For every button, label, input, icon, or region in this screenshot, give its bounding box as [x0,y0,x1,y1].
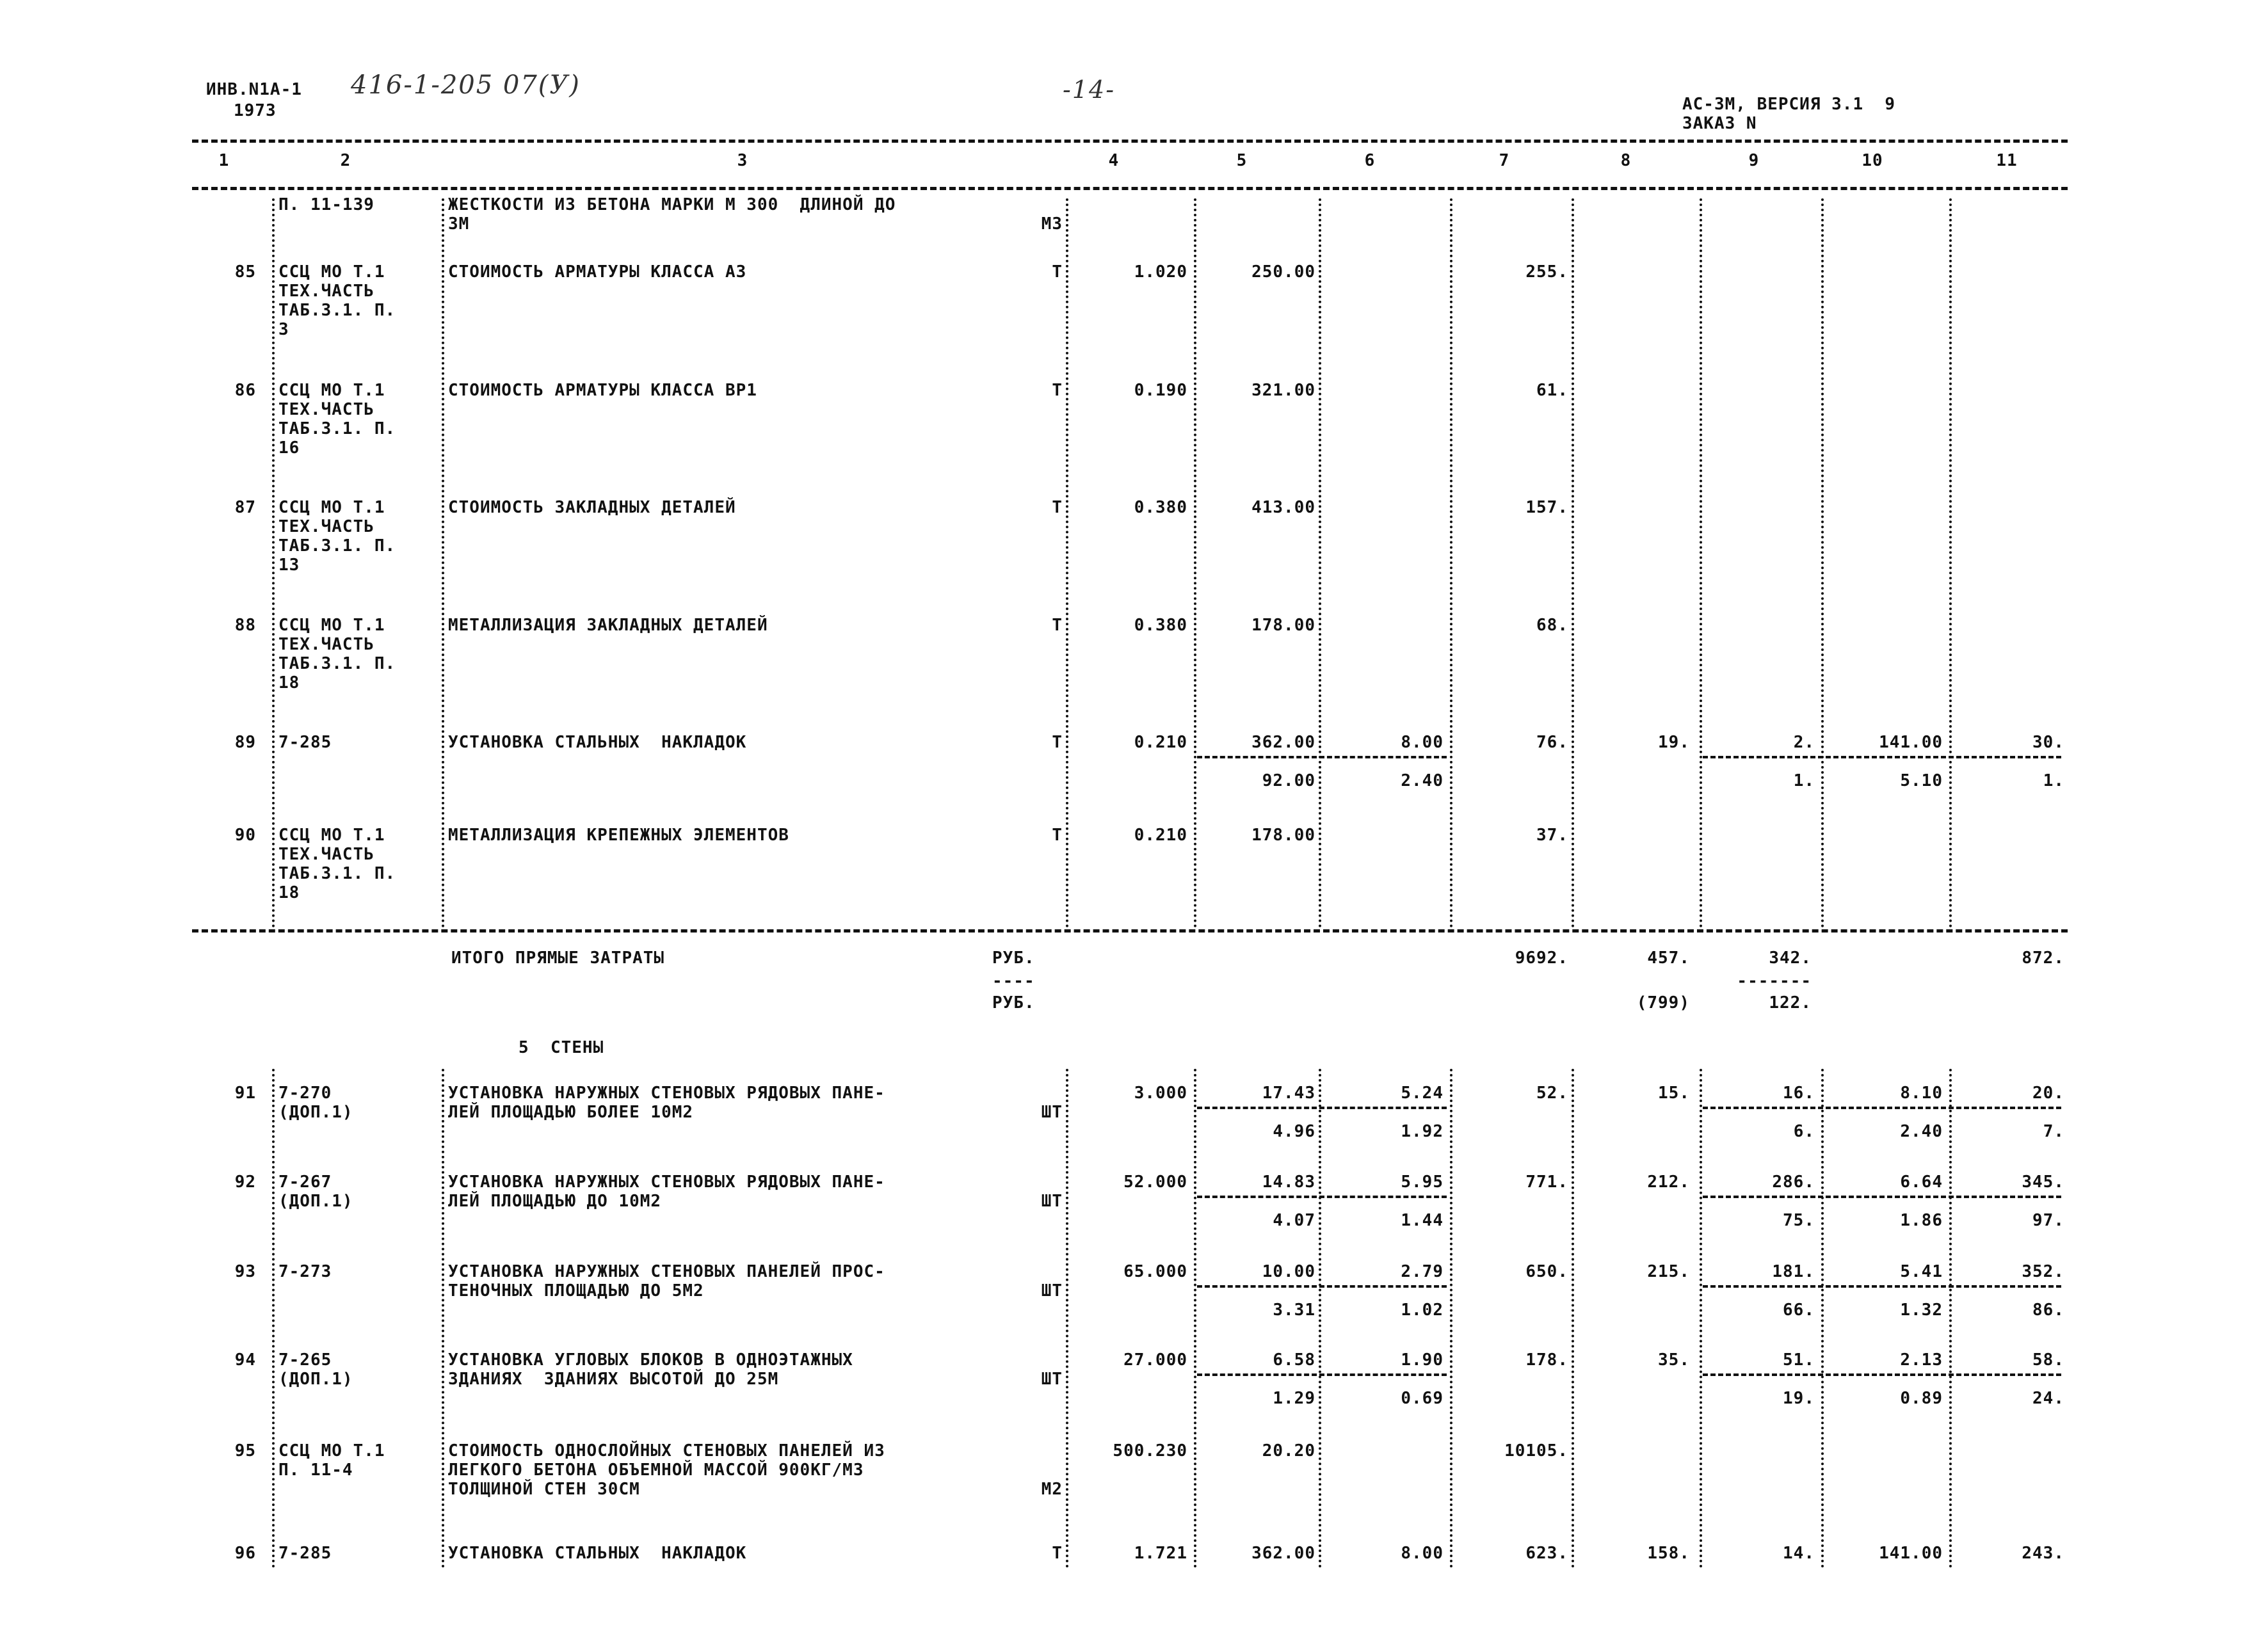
column-header: 2 [340,151,351,170]
cell-c9b: 75. [1783,1211,1815,1230]
column-header: 5 [1236,151,1248,170]
work-description: СТОИМОСТЬ АРМАТУРЫ КЛАССА ВР1 [448,381,757,400]
work-description: СТОИМОСТЬ ЗАКЛАДНЫХ ДЕТАЛЕЙ [448,498,736,517]
cell-c10: 5.41 [1900,1262,1943,1281]
cell-c10: 141.00 [1879,733,1943,752]
norm-code: ТЕХ.ЧАСТЬ [278,845,374,864]
cell-c10: 8.10 [1900,1084,1943,1103]
cell-c9b: 6. [1793,1122,1815,1141]
column-divider [442,198,444,928]
cell-c5: 362.00 [1251,1544,1315,1563]
cell-c5b: 4.07 [1273,1211,1315,1230]
work-description: ЗДАНИЯХ ЗДАНИЯХ ВЫСОТОЙ ДО 25М [448,1370,779,1389]
norm-code: 13 [278,556,300,575]
column-divider [1319,1069,1321,1568]
cell-c9: 2. [1793,733,1815,752]
cell-c10b: 1.86 [1900,1211,1943,1230]
column-divider [1700,198,1702,928]
unit-of-measure: ШТ [1041,1192,1063,1211]
totals-label: ИТОГО ПРЯМЫЕ ЗАТРАТЫ [451,949,665,968]
totals-unit: РУБ. [992,949,1035,968]
sub-row-divider [1197,756,1447,758]
cell-c7: 157. [1525,498,1568,517]
cell-c9: 286. [1772,1173,1815,1192]
section-title: 5 СТЕНЫ [519,1038,604,1057]
cell-c9b: 66. [1783,1301,1815,1320]
norm-code: ССЦ МО Т.1 [278,381,385,400]
norm-code: ТЕХ.ЧАСТЬ [278,517,374,536]
norm-code: 16 [278,438,300,458]
cell-c6b: 1.44 [1401,1211,1444,1230]
cell-c11: 352. [2022,1262,2064,1281]
cell-c5: 178.00 [1251,826,1315,845]
norm-code: ТЕХ.ЧАСТЬ [278,282,374,301]
column-divider [1700,1069,1702,1568]
norm-code: ССЦ МО Т.1 [278,262,385,282]
cell-c4: 0.380 [1134,498,1187,517]
column-divider [272,1069,275,1568]
column-divider [1821,1069,1824,1568]
cell-c8: 35. [1658,1350,1690,1370]
work-description: УСТАНОВКА УГЛОВЫХ БЛОКОВ В ОДНОЭТАЖНЫХ [448,1350,853,1370]
column-header: 1 [218,151,230,170]
cell-c6b: 1.02 [1401,1301,1444,1320]
work-description: УСТАНОВКА НАРУЖНЫХ СТЕНОВЫХ РЯДОВЫХ ПАНЕ- [448,1084,885,1103]
cell-c11b: 1. [2043,771,2064,790]
row-number: 96 [234,1544,256,1563]
cell-c6: 8.00 [1401,1544,1444,1563]
column-divider [1949,198,1952,928]
unit-of-measure: ШТ [1041,1281,1063,1301]
row-number: 85 [234,262,256,282]
cell-c7: 68. [1536,616,1568,635]
column-header: 10 [1862,151,1883,170]
cell-c8: 19. [1658,733,1690,752]
column-header: 6 [1364,151,1376,170]
work-description: ТОЛЩИНОЙ СТЕН 30СМ [448,1480,640,1499]
unit-of-measure: М2 [1041,1480,1063,1499]
cell-c10b: 1.32 [1900,1301,1943,1320]
norm-code: ССЦ МО Т.1 [278,1441,385,1461]
norm-code: 7-270 [278,1084,332,1103]
cell-c6: 5.24 [1401,1084,1444,1103]
row-number: 90 [234,826,256,845]
totals-col7: 9692. [1515,949,1568,968]
column-divider [1450,198,1452,928]
column-divider [1194,198,1196,928]
work-description: ТЕНОЧНЫХ ПЛОЩАДЬЮ ДО 5М2 [448,1281,704,1301]
cell-c5: 413.00 [1251,498,1315,517]
sub-row-divider [1703,756,2061,758]
norm-code: П. 11-4 [278,1461,353,1480]
unit-of-measure: Т [1052,733,1063,752]
unit-of-measure: Т [1052,262,1063,282]
document-number-handwritten: 416-1-205 07(У) [351,70,581,100]
work-description: 3М [448,214,470,234]
totals-col11: 872. [2022,949,2064,968]
totals-col9: 342. [1769,949,1812,968]
column-divider [1572,198,1574,928]
work-description: ЖЕСТКОСТИ ИЗ БЕТОНА МАРКИ М 300 ДЛИНОЙ ДО [448,195,896,214]
cell-c7: 255. [1525,262,1568,282]
norm-code: ТАБ.3.1. П. [278,864,396,883]
cell-c5: 10.00 [1262,1262,1315,1281]
cell-c5: 14.83 [1262,1173,1315,1192]
cell-c5b: 92.00 [1262,771,1315,790]
cell-c9: 181. [1772,1262,1815,1281]
work-description: УСТАНОВКА СТАЛЬНЫХ НАКЛАДОК [448,1544,747,1563]
cell-c5b: 4.96 [1273,1122,1315,1141]
cell-c7: 10105. [1504,1441,1568,1461]
row-number: 93 [234,1262,256,1281]
column-header: 11 [1996,151,2018,170]
row-number: 88 [234,616,256,635]
cell-c10b: 2.40 [1900,1122,1943,1141]
cell-c5: 250.00 [1251,262,1315,282]
norm-code: 18 [278,673,300,692]
norm-code: ССЦ МО Т.1 [278,616,385,635]
cell-c4: 0.380 [1134,616,1187,635]
norm-code: П. 11-139 [278,195,374,214]
sub-row-divider [1703,1196,2061,1198]
unit-of-measure: М3 [1041,214,1063,234]
norm-code: 7-267 [278,1173,332,1192]
unit-of-measure: Т [1052,498,1063,517]
cell-c4: 0.210 [1134,826,1187,845]
norm-code: ТАБ.3.1. П. [278,419,396,438]
cell-c4: 1.020 [1134,262,1187,282]
row-number: 95 [234,1441,256,1461]
cell-c4: 27.000 [1123,1350,1187,1370]
norm-code: (ДОП.1) [278,1370,353,1389]
column-divider [1194,1069,1196,1568]
column-header: 8 [1620,151,1632,170]
cell-c11b: 97. [2032,1211,2064,1230]
cell-c6: 8.00 [1401,733,1444,752]
cell-c4: 0.190 [1134,381,1187,400]
row-number: 92 [234,1173,256,1192]
norm-code: 18 [278,883,300,902]
column-divider [1821,198,1824,928]
cell-c11: 30. [2032,733,2064,752]
column-divider [1066,1069,1068,1568]
cell-c7: 37. [1536,826,1568,845]
column-divider [442,1069,444,1568]
sub-row-divider [1197,1285,1447,1288]
row-number: 89 [234,733,256,752]
cell-c6b: 1.92 [1401,1122,1444,1141]
row-number: 94 [234,1350,256,1370]
cell-c4: 1.721 [1134,1544,1187,1563]
cell-c7: 178. [1525,1350,1568,1370]
work-description: УСТАНОВКА СТАЛЬНЫХ НАКЛАДОК [448,733,747,752]
unit-of-measure: ШТ [1041,1103,1063,1122]
cell-c6: 1.90 [1401,1350,1444,1370]
work-description: ЛЕГКОГО БЕТОНА ОБЪЕМНОЙ МАССОЙ 900КГ/М3 [448,1461,864,1480]
cell-c6b: 2.40 [1401,771,1444,790]
cell-c6b: 0.69 [1401,1389,1444,1408]
unit-of-measure: ШТ [1041,1370,1063,1389]
cell-c5b: 3.31 [1273,1301,1315,1320]
column-header: 3 [737,151,748,170]
norm-code: ССЦ МО Т.1 [278,498,385,517]
row-number: 86 [234,381,256,400]
cell-c6: 2.79 [1401,1262,1444,1281]
cell-c9b: 1. [1793,771,1815,790]
cell-c10b: 5.10 [1900,771,1943,790]
sub-row-divider [1703,1373,2061,1376]
page-number: -14- [1063,76,1116,104]
totals-separator: ---- [992,972,1035,991]
norm-code: 7-285 [278,1544,332,1563]
work-description: МЕТАЛЛИЗАЦИЯ КРЕПЕЖНЫХ ЭЛЕМЕНТОВ [448,826,789,845]
cell-c11: 58. [2032,1350,2064,1370]
cell-c7: 76. [1536,733,1568,752]
unit-of-measure: Т [1052,826,1063,845]
year: 1973 [234,101,277,120]
cell-c9: 51. [1783,1350,1815,1370]
sub-row-divider [1197,1107,1447,1109]
column-divider [1066,198,1068,928]
column-divider [1949,1069,1952,1568]
cell-c4: 65.000 [1123,1262,1187,1281]
cell-c9: 16. [1783,1084,1815,1103]
cell-c10: 141.00 [1879,1544,1943,1563]
norm-code: ТАБ.3.1. П. [278,536,396,556]
cell-c11b: 86. [2032,1301,2064,1320]
column-divider [1450,1069,1452,1568]
column-divider [272,198,275,928]
cell-c8: 215. [1647,1262,1690,1281]
header-rule-bottom [192,187,2068,190]
norm-code: (ДОП.1) [278,1103,353,1122]
unit-of-measure: Т [1052,1544,1063,1563]
norm-code: 3 [278,320,289,339]
norm-code: 7-285 [278,733,332,752]
cell-c4: 52.000 [1123,1173,1187,1192]
sub-row-divider [1703,1107,2061,1109]
cell-c5: 178.00 [1251,616,1315,635]
norm-code: (ДОП.1) [278,1192,353,1211]
cell-c4: 0.210 [1134,733,1187,752]
norm-code: ТЕХ.ЧАСТЬ [278,400,374,419]
cell-c7: 61. [1536,381,1568,400]
work-description: ЛЕЙ ПЛОЩАДЬЮ БОЛЕЕ 10М2 [448,1103,694,1122]
totals-col9-separator: ------- [1737,972,1812,991]
work-description: МЕТАЛЛИЗАЦИЯ ЗАКЛАДНЫХ ДЕТАЛЕЙ [448,616,768,635]
totals-rule [192,929,2068,933]
column-header: 9 [1748,151,1760,170]
norm-code: 7-265 [278,1350,332,1370]
cell-c5: 6.58 [1273,1350,1315,1370]
cell-c5: 321.00 [1251,381,1315,400]
program-version: АС-3М, ВЕРСИЯ 3.1 9 [1682,95,1896,114]
work-description: СТОИМОСТЬ АРМАТУРЫ КЛАССА А3 [448,262,747,282]
cell-c7: 52. [1536,1084,1568,1103]
cell-c11b: 7. [2043,1122,2064,1141]
row-number: 87 [234,498,256,517]
cell-c5b: 1.29 [1273,1389,1315,1408]
column-divider [1319,198,1321,928]
cell-c10b: 0.89 [1900,1389,1943,1408]
column-header: 7 [1499,151,1510,170]
cell-c5: 17.43 [1262,1084,1315,1103]
cell-c8: 212. [1647,1173,1690,1192]
work-description: УСТАНОВКА НАРУЖНЫХ СТЕНОВЫХ ПАНЕЛЕЙ ПРОС- [448,1262,885,1281]
totals-col8-secondary: (799) [1636,993,1690,1013]
column-header: 4 [1108,151,1120,170]
header-rule-top [192,140,2068,143]
unit-of-measure: Т [1052,616,1063,635]
norm-code: ТАБ.3.1. П. [278,654,396,673]
cell-c9: 14. [1783,1544,1815,1563]
cell-c7: 650. [1525,1262,1568,1281]
cell-c8: 158. [1647,1544,1690,1563]
work-description: СТОИМОСТЬ ОДНОСЛОЙНЫХ СТЕНОВЫХ ПАНЕЛЕЙ ИЗ [448,1441,885,1461]
sub-row-divider [1197,1373,1447,1376]
totals-col9-secondary: 122. [1769,993,1812,1013]
work-description: УСТАНОВКА НАРУЖНЫХ СТЕНОВЫХ РЯДОВЫХ ПАНЕ- [448,1173,885,1192]
column-divider [1572,1069,1574,1568]
inventory-code: ИНВ.N1А-1 [206,80,302,99]
cell-c7: 771. [1525,1173,1568,1192]
cell-c6: 5.95 [1401,1173,1444,1192]
cell-c11b: 24. [2032,1389,2064,1408]
totals-unit: РУБ. [992,993,1035,1013]
cell-c10: 2.13 [1900,1350,1943,1370]
cell-c5: 20.20 [1262,1441,1315,1461]
row-number: 91 [234,1084,256,1103]
cell-c11: 243. [2022,1544,2064,1563]
cell-c4: 3.000 [1134,1084,1187,1103]
cell-c11: 20. [2032,1084,2064,1103]
cell-c5: 362.00 [1251,733,1315,752]
cell-c8: 15. [1658,1084,1690,1103]
norm-code: ТЕХ.ЧАСТЬ [278,635,374,654]
work-description: ЛЕЙ ПЛОЩАДЬЮ ДО 10М2 [448,1192,662,1211]
cell-c7: 623. [1525,1544,1568,1563]
cell-c11: 345. [2022,1173,2064,1192]
totals-col8: 457. [1647,949,1690,968]
norm-code: ССЦ МО Т.1 [278,826,385,845]
unit-of-measure: Т [1052,381,1063,400]
cell-c9b: 19. [1783,1389,1815,1408]
norm-code: ТАБ.3.1. П. [278,301,396,320]
sub-row-divider [1703,1285,2061,1288]
norm-code: 7-273 [278,1262,332,1281]
sub-row-divider [1197,1196,1447,1198]
order-number: ЗАКАЗ N [1682,114,1757,133]
cell-c10: 6.64 [1900,1173,1943,1192]
cell-c4: 500.230 [1113,1441,1187,1461]
